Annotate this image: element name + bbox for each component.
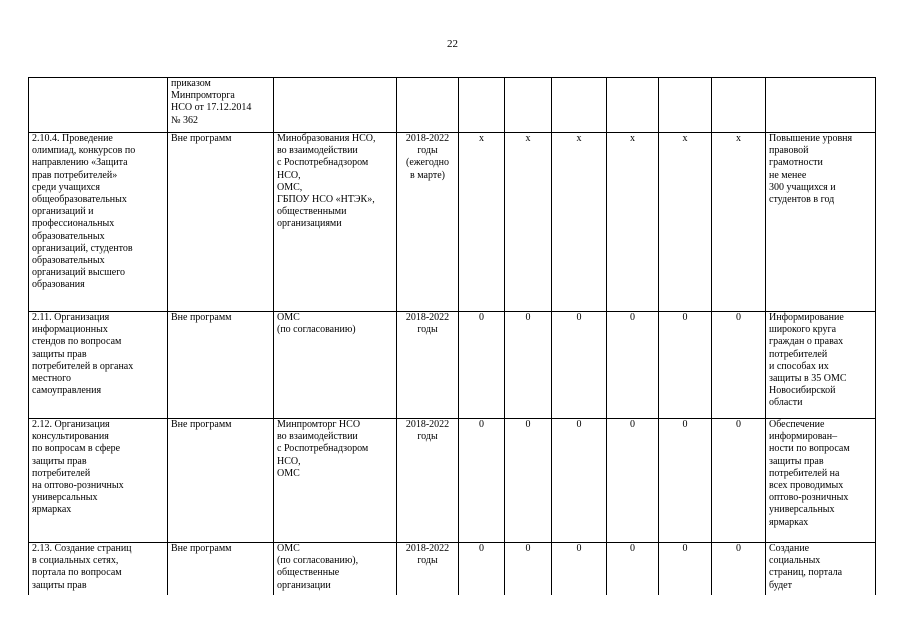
value-cell-3: 0	[552, 419, 607, 543]
value-cell-6: 0	[712, 419, 766, 543]
value-cell-2: 0	[505, 312, 552, 419]
value-cell-5: 0	[659, 312, 712, 419]
basis-cell: Вне программ	[168, 312, 274, 419]
table-row	[29, 78, 876, 133]
period-cell: 2018-2022 годы	[397, 312, 459, 419]
table-row	[29, 419, 876, 543]
period-cell: 2018-2022 годы	[397, 419, 459, 543]
value-cell-2	[505, 78, 552, 133]
measure-name-cell: 2.11. Организация информационных стендов по вопросам защиты прав потребителей в органах местного самоуправления	[29, 312, 168, 419]
result-cell: Создание социальных страниц, портала будет	[766, 543, 876, 595]
value-cell-2: 0	[505, 419, 552, 543]
value-cell-5: х	[659, 133, 712, 312]
page-number: 22	[447, 38, 458, 50]
value-cell-3: х	[552, 133, 607, 312]
value-cell-3	[552, 78, 607, 133]
measure-name-cell: 2.13. Создание страниц в социальных сетях, портала по вопросам защиты прав	[29, 543, 168, 595]
value-cell-6: х	[712, 133, 766, 312]
executors-cell: Минпромторг НСО во взаимодействии с Роспотребнадзором НСО, ОМС	[274, 419, 397, 543]
executors-cell: ОМС (по согласованию), общественные организации	[274, 543, 397, 595]
measure-name-cell: 2.12. Организация консультирования по вопросам в сфере защиты прав потребителей на оптово-розничных универсальных ярмарках	[29, 419, 168, 543]
result-cell: Информирование широкого круга граждан о правах потребителей и способах их защиты в 35 ОМС Новосибирской области	[766, 312, 876, 419]
value-cell-1: 0	[459, 312, 505, 419]
value-cell-3: 0	[552, 543, 607, 595]
value-cell-4	[607, 78, 659, 133]
period-cell: 2018-2022 годы (ежегодно в марте)	[397, 133, 459, 312]
basis-cell: Вне программ	[168, 419, 274, 543]
table-row	[29, 543, 876, 595]
basis-cell: Вне программ	[168, 543, 274, 595]
value-cell-6: 0	[712, 312, 766, 419]
result-cell: Повышение уровня правовой грамотности не менее 300 учащихся и студентов в год	[766, 133, 876, 312]
table-row	[29, 133, 876, 312]
measures-table	[28, 77, 876, 595]
value-cell-6	[712, 78, 766, 133]
basis-cell: Вне программ	[168, 133, 274, 312]
value-cell-4: х	[607, 133, 659, 312]
executors-cell	[274, 78, 397, 133]
value-cell-5	[659, 78, 712, 133]
period-cell	[397, 78, 459, 133]
period-cell: 2018-2022 годы	[397, 543, 459, 595]
measure-name-cell: 2.10.4. Проведение олимпиад, конкурсов по направлению «Защита прав потребителей» среди учащихся общеобразовательных организаций и профессиональных образовательных организаций, студентов образовательных организаций высшего образования	[29, 133, 168, 312]
value-cell-6: 0	[712, 543, 766, 595]
basis-cell: приказом Минпромторга НСО от 17.12.2014 № 362	[168, 78, 274, 133]
value-cell-2: 0	[505, 543, 552, 595]
value-cell-1	[459, 78, 505, 133]
result-cell	[766, 78, 876, 133]
value-cell-5: 0	[659, 419, 712, 543]
value-cell-5: 0	[659, 543, 712, 595]
value-cell-1: х	[459, 133, 505, 312]
value-cell-1: 0	[459, 543, 505, 595]
table-row	[29, 312, 876, 419]
value-cell-1: 0	[459, 419, 505, 543]
result-cell: Обеспечение информирован– ности по вопросам защиты прав потребителей на всех проводимых оптово-розничных универсальных ярмарках	[766, 419, 876, 543]
value-cell-3: 0	[552, 312, 607, 419]
value-cell-4: 0	[607, 312, 659, 419]
value-cell-4: 0	[607, 543, 659, 595]
executors-cell: Минобразования НСО, во взаимодействии с Роспотребнадзором НСО, ОМС, ГБПОУ НСО «НТЭК», общественными организациями	[274, 133, 397, 312]
value-cell-4: 0	[607, 419, 659, 543]
value-cell-2: х	[505, 133, 552, 312]
measure-name-cell	[29, 78, 168, 133]
executors-cell: ОМС (по согласованию)	[274, 312, 397, 419]
